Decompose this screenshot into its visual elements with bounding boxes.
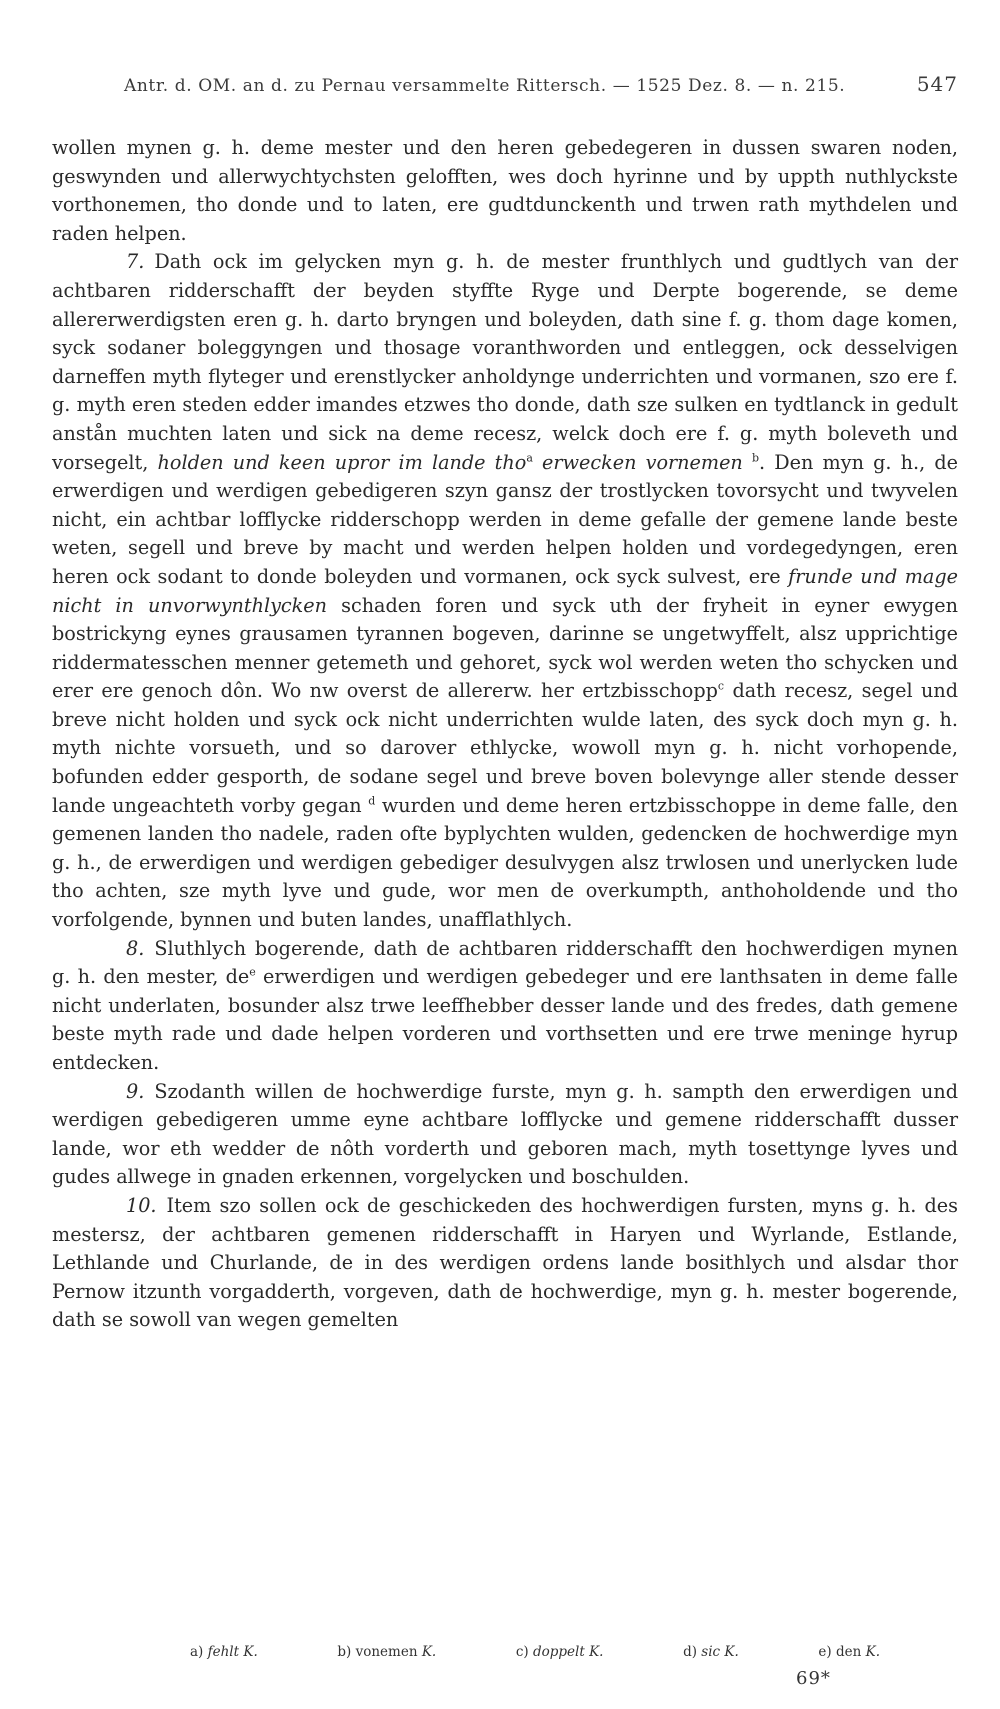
- section-7-italic-b: erwecken vornemen: [542, 450, 743, 474]
- footnote-mark: c): [515, 1644, 529, 1660]
- printer-signature: 69*: [796, 1668, 831, 1689]
- section-7-text-d: dath recesz, segel und breve nicht holden und syck ock nicht underrichten wulde laten, des syck doch myn g. h. myth nichte vorsueth, und so darover ethlycke, wowoll myn g. h. nicht vorhopende, bofunden edder gesporth, de sodane segel und breve boven bolevynge aller stende desser lande ungeachteth vorby gegan: [52, 679, 958, 817]
- running-header: [50, 72, 958, 96]
- running-title: Antr. d. OM. an d. zu Pernau versammelte Rittersch. — 1525 Dez. 8. — n. 215.: [124, 76, 846, 96]
- footnote-text: vonemen: [355, 1644, 418, 1660]
- footnote-ref-b: b: [751, 451, 760, 465]
- footnote-ref-d: d: [368, 794, 376, 808]
- section-8-text-a: Sluthlych bogerende, dath de achtbaren ridderschafft den hochwerdigen mynen g. h. den mester, de: [52, 936, 958, 989]
- section-7: [52, 248, 958, 934]
- section-8: [52, 935, 958, 1078]
- footnote-siglum: K.: [243, 1644, 258, 1660]
- section-8-text-b: erwerdigen und werdigen gebedeger und ere lanthsaten in deme falle nicht underlaten, bosunder alsz trwe leeﬀhebber desser lande und des fredes, dath gemene beste myth rade und dade helpen vorderen und vorthsetten und ere trwe meninge hyrup entdecken.: [52, 965, 958, 1074]
- section-7-text-e: wurden und deme heren ertzbisschoppe in deme falle, den gemenen landen tho nadele, raden ofte byplychten wulden, gedencken de hochwerdige myn g. h., de erwerdigen und werdigen gebediger desulvygen alsz trwlosen und unerlycken lude tho achten, sze myth lyve und gude, wor men de overkumpth, anthoholdende und tho vorfolgende, bynnen und buten landes, unaﬀlathlych.: [52, 793, 958, 932]
- footnote-mark: a): [190, 1644, 204, 1660]
- footnote-siglum: K.: [421, 1644, 437, 1660]
- footnote-a: [190, 1644, 258, 1660]
- footnote-e: [818, 1644, 880, 1660]
- section-7-text-b: . Den myn g. h., de erwerdigen und werdigen gebedigeren szyn gansz der trostlycken tovorsycht und twyvelen nicht, ein achtbar loﬀlycke ridderschopp werden in deme gefalle der gemene lande beste weten, segell und breve by macht und werden helpen holden und vordegedyngen, eren heren ock sodant to donde boleyden und vormanen, ock syck sulvest, ere: [52, 450, 958, 588]
- section-number: 8.: [126, 936, 145, 960]
- footnotes: [190, 1644, 880, 1660]
- footnote-text: fehlt: [207, 1644, 240, 1660]
- section-7-text-c: schaden foren und syck uth der fryheit in eyner ewygen bostrickyng eynes grausamen tyrannen bogeven, darinne se ungetwyﬀelt, alsz upprichtige riddermatesschen menner getemeth und gehoret, syck wol werden weten tho schycken und erer ere genoch dôn. Wo nw overst de allererw. her ertzbisschopp: [52, 593, 958, 703]
- footnote-c: [516, 1644, 604, 1660]
- paragraph-continuation: wollen mynen g. h. deme mester und den heren gebedegeren in dussen swaren noden, geswynden und allerwychtychsten geloﬀten, wes doch hyrinne und by uppth nuthlyckste vorthonemen, tho donde und to laten, ere gudtdunckenth und trwen rath mythdelen und raden helpen.: [52, 136, 958, 245]
- section-7-italic-a: holden und keen upror im lande tho: [157, 450, 527, 474]
- section-number: 9.: [126, 1079, 145, 1103]
- footnote-text: doppelt: [532, 1644, 585, 1660]
- footnote-ref-e: e: [249, 965, 256, 979]
- section-9-text: Szodanth willen de hochwerdige furste, myn g. h. sampth den erwerdigen und werdigen gebedigeren umme eyne achtbare loﬀlycke und gemene ridderschafft dusser lande, wor eth wedder de nôth vorderth und geboren mach, myth tosettynge lyves und gudes allwege in gnaden erkennen, vorgelycken und boschulden.: [52, 1079, 958, 1189]
- section-10: [52, 1192, 958, 1335]
- footnote-text: sic: [701, 1644, 721, 1660]
- section-7-italic-c: frunde und mage nicht in unvorwynthlycken: [52, 564, 958, 617]
- section-10-text: Item szo sollen ock de geschickeden des hochwerdigen fursten, myns g. h. des mestersz, der achtbaren gemenen ridderschafft in Haryen und Wyrlande, Estlande, Lethlande und Churlande, de in des werdigen ordens lande bosithlych und alsdar thor Pernow itzunth vorgadderth, vorgeven, dath de hochwerdige, myn g. h. mester bogerende, dath se sowoll van wegen gemelten: [52, 1193, 958, 1332]
- section-number: 10.: [126, 1193, 157, 1217]
- footnote-text: den: [835, 1644, 862, 1660]
- footnote-siglum: K.: [724, 1644, 739, 1660]
- footnote-mark: e): [818, 1644, 832, 1660]
- footnote-siglum: K.: [589, 1644, 604, 1660]
- footnote-ref-a: a: [526, 451, 533, 465]
- footnote-mark: d): [683, 1644, 697, 1660]
- section-7-text-a: Dath ock im gelycken myn g. h. de mester frunthlych und gudtlych van der achtbaren ridderschafft der beyden styﬀte Ryge und Derpte bogerende, se deme allererwerdigsten eren g. h. darto bryngen und boleyden, dath sine f. g. thom dage komen, syck sodaner boleggyngen und thosage voranthworden und entleggen, ock desselvigen darneﬀen myth flyteger und erenstlycker anholdynge underrichten und vormanen, szo ere f. g. myth eren steden edder imandes etzwes tho donde, dath sze sulken en tydtlanck in gedult anstån muchten laten und sick na deme recesz, welck doch ere f. g. myth boleveth und vorsegelt,: [52, 250, 958, 474]
- page-number: 547: [916, 72, 958, 96]
- section-9: [52, 1078, 958, 1192]
- footnote-ref-c: c: [717, 679, 725, 693]
- footnote-mark: b): [337, 1644, 352, 1660]
- footnote-b: [337, 1644, 436, 1660]
- footnote-siglum: K.: [865, 1644, 880, 1660]
- section-number: 7.: [126, 250, 145, 274]
- main-text: [52, 134, 958, 1335]
- footnote-d: [683, 1644, 739, 1660]
